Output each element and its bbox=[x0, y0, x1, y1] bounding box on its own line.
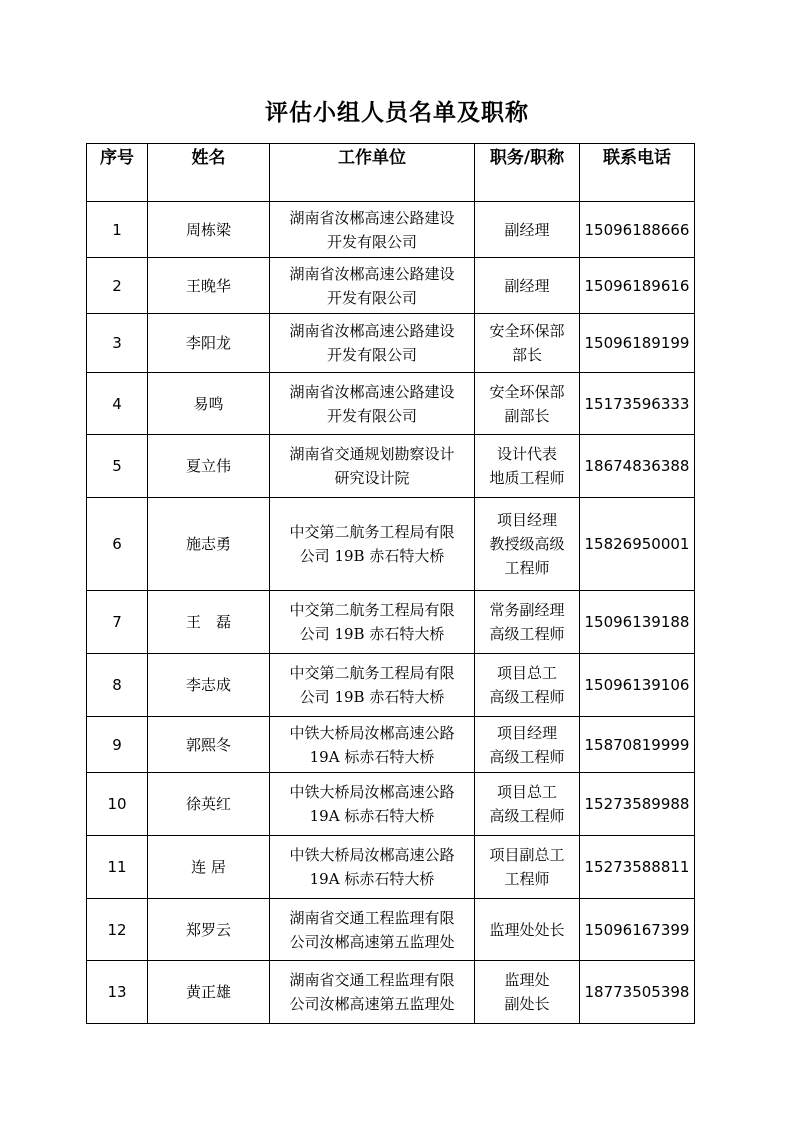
cell-position bbox=[475, 314, 580, 373]
cell-position-line: 监理处处长 bbox=[489, 920, 565, 939]
cell-no: 9 bbox=[87, 717, 148, 773]
cell-unit-line: 湖南省交通工程监理有限 bbox=[289, 908, 455, 927]
cell-unit-line: 湖南省汝郴高速公路建设 bbox=[289, 208, 455, 227]
table-row bbox=[87, 961, 695, 1024]
cell-no: 12 bbox=[87, 899, 148, 961]
cell-position bbox=[475, 773, 580, 836]
cell-phone: 18674836388 bbox=[580, 435, 695, 498]
header-phone: 联系电话 bbox=[580, 144, 695, 202]
cell-position-line: 项目副总工 bbox=[489, 846, 565, 864]
cell-position-line: 教授级高级 bbox=[489, 535, 565, 553]
cell-name: 黄正雄 bbox=[148, 961, 270, 1024]
cell-unit-line: 研究设计院 bbox=[334, 469, 410, 487]
cell-name: 施志勇 bbox=[148, 498, 270, 591]
cell-unit bbox=[270, 435, 475, 498]
cell-position bbox=[475, 202, 580, 258]
cell-position-line: 设计代表 bbox=[496, 445, 557, 463]
cell-no: 10 bbox=[87, 773, 148, 836]
cell-unit bbox=[270, 899, 475, 961]
cell-unit bbox=[270, 961, 475, 1024]
cell-unit-line: 开发有限公司 bbox=[326, 346, 417, 364]
cell-phone: 15870819999 bbox=[580, 717, 695, 773]
cell-unit-line: 开发有限公司 bbox=[326, 232, 417, 251]
cell-position-line: 部长 bbox=[511, 346, 542, 364]
cell-unit bbox=[270, 717, 475, 773]
cell-no: 5 bbox=[87, 435, 148, 498]
cell-unit bbox=[270, 591, 475, 654]
table-row bbox=[87, 373, 695, 435]
cell-position-line: 副处长 bbox=[504, 995, 550, 1013]
cell-phone: 15826950001 bbox=[580, 498, 695, 591]
cell-phone: 15096189199 bbox=[580, 314, 695, 373]
cell-phone: 15173596333 bbox=[580, 373, 695, 435]
table-row bbox=[87, 717, 695, 773]
cell-position-line: 项目经理 bbox=[496, 511, 557, 529]
cell-phone: 18773505398 bbox=[580, 961, 695, 1024]
cell-name: 王 磊 bbox=[148, 591, 270, 654]
header-unit: 工作单位 bbox=[270, 144, 475, 202]
cell-position-line: 副部长 bbox=[504, 406, 550, 425]
cell-unit-line: 19A 标赤石特大桥 bbox=[309, 747, 435, 766]
cell-unit bbox=[270, 773, 475, 836]
cell-phone: 15273589988 bbox=[580, 773, 695, 836]
cell-no: 11 bbox=[87, 836, 148, 899]
table-row bbox=[87, 591, 695, 654]
table-row bbox=[87, 498, 695, 591]
cell-unit-line: 公司汝郴高速第五监理处 bbox=[289, 932, 455, 951]
cell-unit-line: 湖南省汝郴高速公路建设 bbox=[289, 322, 455, 340]
cell-unit-line: 湖南省交通工程监理有限 bbox=[289, 971, 455, 989]
cell-position-line: 安全环保部 bbox=[489, 382, 565, 401]
cell-position bbox=[475, 899, 580, 961]
cell-unit-line: 中交第二航务工程局有限 bbox=[289, 523, 455, 541]
cell-unit-line: 中交第二航务工程局有限 bbox=[289, 664, 455, 682]
cell-unit-line: 公司 19B 赤石特大桥 bbox=[299, 688, 445, 706]
cell-name: 王晚华 bbox=[148, 258, 270, 314]
cell-phone: 15273588811 bbox=[580, 836, 695, 899]
cell-no: 7 bbox=[87, 591, 148, 654]
cell-position-line: 高级工程师 bbox=[489, 747, 565, 766]
cell-position-line: 工程师 bbox=[504, 559, 550, 577]
cell-name: 徐英红 bbox=[148, 773, 270, 836]
cell-unit bbox=[270, 202, 475, 258]
cell-position-line: 安全环保部 bbox=[489, 322, 565, 340]
table-row bbox=[87, 836, 695, 899]
cell-name: 李志成 bbox=[148, 654, 270, 717]
cell-position bbox=[475, 654, 580, 717]
cell-position bbox=[475, 373, 580, 435]
cell-position-line: 项目总工 bbox=[496, 783, 557, 801]
table-row bbox=[87, 202, 695, 258]
cell-position-line: 项目经理 bbox=[496, 723, 557, 742]
table-row bbox=[87, 773, 695, 836]
cell-position-line: 高级工程师 bbox=[489, 688, 565, 706]
cell-position bbox=[475, 435, 580, 498]
cell-unit bbox=[270, 498, 475, 591]
cell-phone: 15096167399 bbox=[580, 899, 695, 961]
cell-unit bbox=[270, 373, 475, 435]
table-row bbox=[87, 654, 695, 717]
cell-position bbox=[475, 591, 580, 654]
cell-unit-line: 公司汝郴高速第五监理处 bbox=[289, 995, 455, 1013]
table-row bbox=[87, 314, 695, 373]
cell-position bbox=[475, 836, 580, 899]
table-row bbox=[87, 258, 695, 314]
cell-phone: 15096139188 bbox=[580, 591, 695, 654]
cell-no: 4 bbox=[87, 373, 148, 435]
cell-unit-line: 19A 标赤石特大桥 bbox=[309, 870, 435, 888]
cell-no: 1 bbox=[87, 202, 148, 258]
cell-name: 周栋梁 bbox=[148, 202, 270, 258]
personnel-table bbox=[86, 143, 695, 1024]
cell-no: 6 bbox=[87, 498, 148, 591]
cell-unit-line: 中铁大桥局汝郴高速公路 bbox=[289, 846, 455, 864]
cell-position-line: 副经理 bbox=[504, 276, 550, 295]
cell-no: 2 bbox=[87, 258, 148, 314]
cell-name: 夏立伟 bbox=[148, 435, 270, 498]
cell-unit-line: 开发有限公司 bbox=[326, 288, 417, 307]
cell-position-line: 监理处 bbox=[504, 971, 550, 989]
cell-name: 郑罗云 bbox=[148, 899, 270, 961]
page-title: 评估小组人员名单及职称 bbox=[265, 99, 529, 126]
header-name: 姓名 bbox=[148, 144, 270, 202]
cell-position-line: 高级工程师 bbox=[489, 807, 565, 825]
cell-name: 连 居 bbox=[148, 836, 270, 899]
cell-unit bbox=[270, 314, 475, 373]
cell-position-line: 项目总工 bbox=[496, 664, 557, 682]
cell-position-line: 常务副经理 bbox=[489, 601, 565, 619]
cell-name: 郭熙冬 bbox=[148, 717, 270, 773]
cell-position-line: 副经理 bbox=[504, 220, 550, 239]
cell-position bbox=[475, 961, 580, 1024]
cell-unit-line: 19A 标赤石特大桥 bbox=[309, 807, 435, 825]
cell-unit-line: 公司 19B 赤石特大桥 bbox=[299, 625, 445, 643]
cell-unit-line: 湖南省汝郴高速公路建设 bbox=[289, 382, 455, 401]
table-row bbox=[87, 899, 695, 961]
cell-unit bbox=[270, 836, 475, 899]
cell-position-line: 工程师 bbox=[504, 870, 550, 888]
header-no: 序号 bbox=[87, 144, 148, 202]
cell-unit-line: 中铁大桥局汝郴高速公路 bbox=[289, 783, 455, 801]
cell-unit-line: 公司 19B 赤石特大桥 bbox=[299, 547, 445, 565]
cell-position-line: 高级工程师 bbox=[489, 625, 565, 643]
cell-unit bbox=[270, 654, 475, 717]
table-body bbox=[87, 202, 695, 1024]
cell-unit-line: 湖南省汝郴高速公路建设 bbox=[289, 264, 455, 283]
cell-unit bbox=[270, 258, 475, 314]
cell-name: 李阳龙 bbox=[148, 314, 270, 373]
cell-name: 易鸣 bbox=[148, 373, 270, 435]
cell-unit-line: 中交第二航务工程局有限 bbox=[289, 601, 455, 619]
cell-phone: 15096188666 bbox=[580, 202, 695, 258]
cell-position bbox=[475, 258, 580, 314]
table-row bbox=[87, 435, 695, 498]
header-position: 职务/职称 bbox=[475, 144, 580, 202]
cell-phone: 15096139106 bbox=[580, 654, 695, 717]
cell-unit-line: 开发有限公司 bbox=[326, 406, 417, 425]
cell-position-line: 地质工程师 bbox=[489, 469, 565, 487]
cell-no: 3 bbox=[87, 314, 148, 373]
cell-position bbox=[475, 498, 580, 591]
cell-phone: 15096189616 bbox=[580, 258, 695, 314]
cell-unit-line: 中铁大桥局汝郴高速公路 bbox=[289, 723, 455, 742]
cell-no: 8 bbox=[87, 654, 148, 717]
table-header-row bbox=[87, 144, 695, 202]
cell-no: 13 bbox=[87, 961, 148, 1024]
cell-unit-line: 湖南省交通规划勘察设计 bbox=[289, 445, 455, 463]
cell-position bbox=[475, 717, 580, 773]
